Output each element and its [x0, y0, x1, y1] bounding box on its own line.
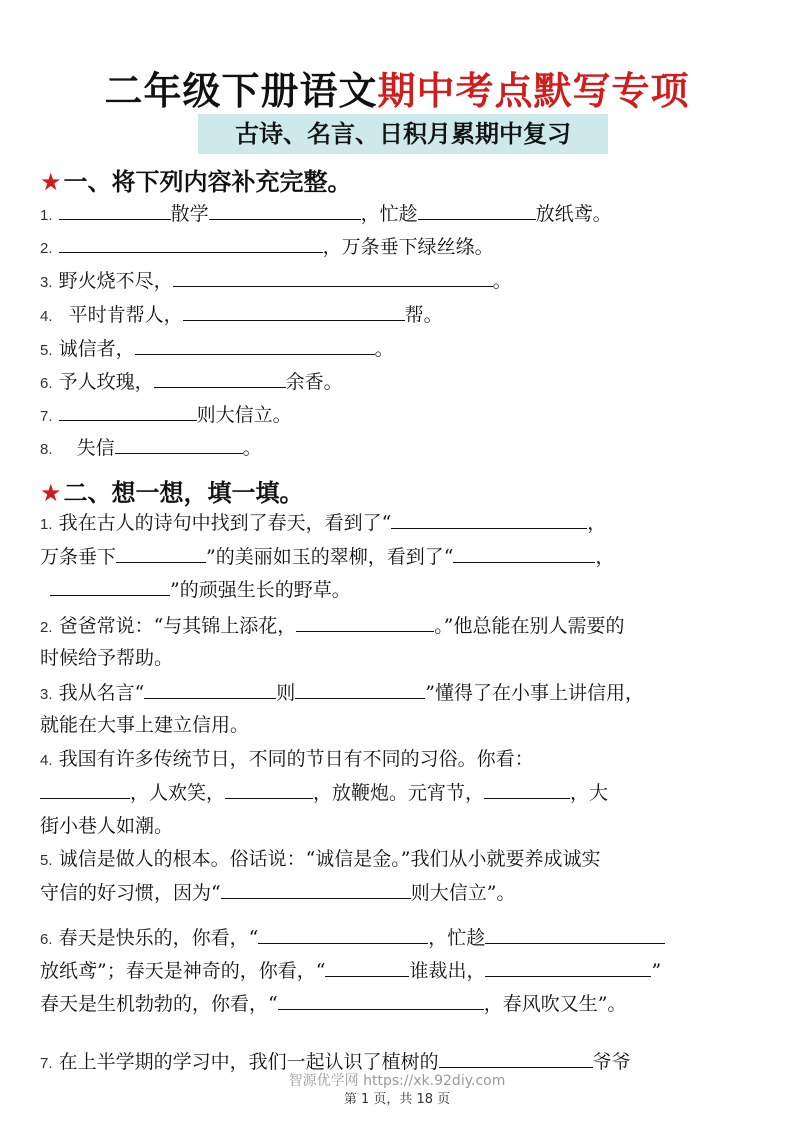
item-text: 在上半学期的学习中，我们一起认识了植树的	[58, 1051, 439, 1073]
q4-line-1	[40, 745, 534, 775]
item-text: 时候给予帮助。	[40, 647, 174, 669]
item-number: 3.	[40, 686, 53, 703]
item-text: ，	[587, 512, 607, 534]
fill-blank[interactable]	[59, 400, 197, 421]
item-number: 7.	[40, 1055, 53, 1072]
fill-blank[interactable]	[439, 1047, 593, 1068]
page-number: 第 1 页，共 18 页	[343, 1092, 451, 1107]
title-part-black: 二年级下册语文	[104, 69, 378, 113]
fill-blank[interactable]	[115, 433, 243, 454]
fill-blank[interactable]	[183, 300, 405, 321]
item-text: 帮。	[404, 304, 443, 326]
item-text: 放纸鸢”；春天是神奇的，你看，“	[40, 960, 326, 982]
fill-blank[interactable]	[278, 989, 484, 1010]
s1-item-6	[40, 367, 343, 398]
fill-blank[interactable]	[485, 956, 651, 977]
item-text: 。	[492, 270, 512, 292]
section1-heading-text: 一、将下列内容补充完整。	[63, 168, 352, 196]
item-text: 春天是快乐的，你看，“	[58, 927, 259, 949]
q6-line-2	[40, 956, 661, 985]
q2-line-1	[40, 611, 625, 642]
fill-blank[interactable]	[295, 678, 425, 699]
watermark-link[interactable]: 智源优学网 https://xk.92diy.com	[288, 1073, 506, 1089]
item-text: 守信的好习惯，因为“	[40, 882, 221, 904]
fill-blank[interactable]	[173, 266, 493, 287]
item-text: ，忙趁	[428, 927, 486, 949]
fill-blank[interactable]	[59, 232, 323, 253]
s1-item-1	[40, 199, 612, 230]
q1-line-2	[40, 542, 614, 571]
fill-blank[interactable]	[59, 199, 171, 220]
item-text: 我国有许多传统节日，不同的节日有不同的习俗。你看：	[58, 748, 534, 770]
q4-line-2	[40, 778, 608, 807]
item-text: 失信	[76, 437, 115, 459]
item-text: ，	[595, 546, 615, 568]
item-text: 放纸鸢。	[535, 203, 612, 225]
fill-blank[interactable]	[209, 199, 361, 220]
s1-item-2	[40, 232, 494, 263]
q5-line-2	[40, 878, 515, 907]
item-text: ”的美丽如玉的翠柳，看到了“	[206, 546, 454, 568]
item-text: 爸爸常说：“与其锦上添花，	[58, 615, 297, 637]
item-number: 2.	[40, 619, 53, 636]
item-number: 5.	[40, 342, 53, 359]
fill-blank[interactable]	[221, 878, 411, 899]
item-text: 予人玫瑰，	[58, 371, 154, 393]
fill-blank[interactable]	[325, 956, 409, 977]
q2-line-2	[40, 644, 173, 672]
item-number: 7.	[40, 408, 53, 425]
item-text: ，春风吹又生”。	[483, 993, 627, 1015]
item-text: 则	[276, 682, 296, 704]
item-text: ”的顽强生长的野草。	[170, 579, 351, 601]
fill-blank[interactable]	[135, 334, 375, 355]
item-text: 爷爷	[592, 1051, 631, 1073]
item-text: ”懂得了在小事上讲信用，	[425, 682, 645, 704]
fill-blank[interactable]	[484, 778, 570, 799]
item-text: 。”他总能在别人需要的	[434, 615, 625, 637]
item-number: 6.	[40, 375, 53, 392]
q1-line-3	[50, 575, 351, 604]
item-number: 3.	[40, 274, 53, 291]
item-text: 野火烧不尽，	[58, 270, 173, 292]
fill-blank[interactable]	[116, 542, 206, 563]
star-icon: ★	[40, 168, 62, 196]
item-text: 诚信是做人的根本。俗话说：“诚信是金。”我们从小就要养成诚实	[58, 848, 601, 870]
fill-blank[interactable]	[40, 778, 130, 799]
s1-item-3	[40, 266, 512, 297]
item-text: 谁裁出，	[409, 960, 486, 982]
item-text: 春天是生机勃勃的，你看，“	[40, 993, 278, 1015]
item-text: 我在古人的诗句中找到了春天，看到了“	[58, 512, 392, 534]
fill-blank[interactable]	[418, 199, 536, 220]
item-text: 街小巷人如潮。	[40, 815, 174, 837]
item-text: 万条垂下	[40, 546, 117, 568]
q5-line-1	[40, 845, 601, 875]
item-text: 余香。	[285, 371, 343, 393]
item-number: 5.	[40, 852, 53, 869]
item-number: 4.	[40, 752, 53, 769]
item-text: ，人欢笑，	[130, 782, 226, 804]
item-text: 散学	[170, 203, 209, 225]
item-number: 1.	[40, 207, 53, 224]
fill-blank[interactable]	[144, 678, 276, 699]
q3-line-2	[40, 711, 249, 739]
s1-item-8	[40, 433, 262, 464]
item-number: 2.	[40, 240, 53, 257]
star-icon: ★	[40, 479, 62, 507]
fill-blank[interactable]	[258, 923, 428, 944]
fill-blank[interactable]	[453, 542, 595, 563]
section2-heading-text: 二、想一想，填一填。	[63, 479, 304, 507]
s1-item-5	[40, 334, 394, 365]
item-text: 。	[374, 338, 394, 360]
q3-line-1	[40, 678, 644, 709]
s1-item-7	[40, 400, 292, 431]
item-text: ”	[651, 960, 662, 982]
item-text: 诚信者，	[58, 338, 135, 360]
s1-item-4	[40, 300, 443, 331]
q6-line-3	[40, 989, 626, 1018]
fill-blank[interactable]	[50, 575, 170, 596]
title-part-red: 期中考点默写专项	[377, 69, 690, 113]
item-text: ，放鞭炮。元宵节，	[313, 782, 485, 804]
fill-blank[interactable]	[391, 508, 587, 529]
q1-line-1	[40, 508, 606, 539]
subtitle-banner: 古诗、名言、日积月累期中复习	[198, 114, 608, 154]
fill-blank[interactable]	[296, 611, 434, 632]
item-text: ，大	[570, 782, 609, 804]
fill-blank[interactable]	[225, 778, 313, 799]
item-text: 就能在大事上建立信用。	[40, 714, 250, 736]
item-number: 6.	[40, 931, 53, 948]
item-text: 则大信立”。	[410, 882, 516, 904]
item-number: 4.	[40, 308, 53, 325]
item-number: 1.	[40, 516, 53, 533]
item-text: 。	[242, 437, 262, 459]
item-text: ，忙趁	[360, 203, 418, 225]
page-title	[0, 60, 794, 115]
section2-heading	[40, 473, 304, 508]
fill-blank[interactable]	[154, 367, 286, 388]
item-text: 则大信立。	[196, 404, 292, 426]
q6-line-1	[40, 923, 665, 954]
item-text: ，万条垂下绿丝绦。	[322, 236, 494, 258]
fill-blank[interactable]	[485, 923, 665, 944]
section1-heading	[40, 162, 352, 197]
item-text: 平时肯帮人，	[68, 304, 183, 326]
item-number: 8.	[40, 441, 53, 458]
item-text: 我从名言“	[58, 682, 145, 704]
q4-line-3	[40, 812, 173, 840]
